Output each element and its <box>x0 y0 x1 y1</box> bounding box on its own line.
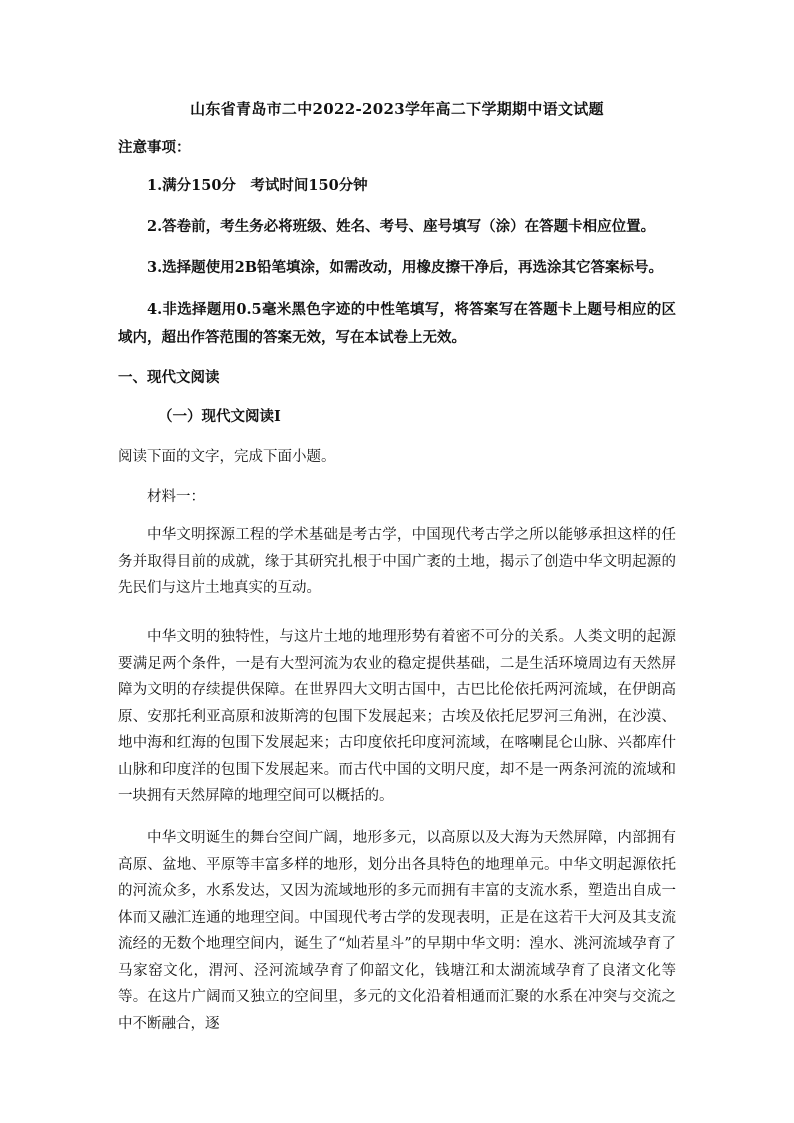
notice-item-4: 4.非选择题用0.5毫米黑色字迹的中性笔填写，将答案写在答题卡上题号相应的区域内，超出作答范围的答案无效，写在本试卷上无效。 <box>118 301 676 346</box>
notice-item-2: 2.答卷前，考生务必将班级、姓名、考号、座号填写（涂）在答题卡相应位置。 <box>147 218 656 235</box>
body-paragraph-1: 中华文明探源工程的学术基础是考古学，中国现代考古学之所以能够承担这样的任务并取得目前的成就，缘于其研究扎根于中国广袤的土地，揭示了创造中华文明起源的先民们与这片土地真实的互动。 <box>118 527 676 596</box>
section-heading: 一、现代文阅读 <box>118 369 220 386</box>
notice-item-1: 1.满分150分 考试时间150分钟 <box>147 177 368 194</box>
material-label: 材料一： <box>147 489 205 505</box>
subsection-heading: （一）现代文阅读Ⅰ <box>158 408 281 425</box>
reading-instruction: 阅读下面的文字，完成下面小题。 <box>118 449 336 465</box>
notice-item-3: 3.选择题使用2B铅笔填涂，如需改动，用橡皮擦干净后，再选涂其它答案标号。 <box>147 259 663 276</box>
body-paragraph-3: 中华文明诞生的舞台空间广阔，地形多元，以高原以及大海为天然屏障，内部拥有高原、盆地、平原等丰富多样的地形，划分出各具特色的地理单元。中华文明起源依托的河流众多，水系发达，又因为流域地形的多元而拥有丰富的支流水系，塑造出自成一体而又融汇连通的地理空间。中国现代考古学的发现表明，正是在这若干大河及其支流流经的无数个地理空间内，诞生了“灿若星斗”的早期中华文明：湟水、洮河流域孕育了马家窑文化，渭河、泾河流域孕育了仰韶文化，钱塘江和太湖流域孕育了良渚文化等等。在这片广阔而又独立的空间里，多元的文化沿着相通而汇聚的水系在冲突与交流之中不断融合，逐 <box>118 830 676 1032</box>
exam-title: 山东省青岛市二中2022-2023学年高二下学期期中语文试题 <box>190 100 604 118</box>
body-paragraph-2: 中华文明的独特性，与这片土地的地理形势有着密不可分的关系。人类文明的起源要满足两个条件，一是有大型河流为农业的稳定提供基础，二是生活环境周边有天然屏障为文明的存续提供保障。在世界四大文明古国中，古巴比伦依托两河流域，在伊朗高原、安那托利亚高原和波斯湾的包围下发展起来；古埃及依托尼罗河三角洲，在沙漠、地中海和红海的包围下发展起来；古印度依托印度河流域，在喀喇昆仑山脉、兴都库什山脉和印度洋的包围下发展起来。而古代中国的文明尺度，却不是一两条河流的流域和一块拥有天然屏障的地理空间可以概括的。 <box>118 629 676 804</box>
notice-heading: 注意事项： <box>118 139 191 156</box>
